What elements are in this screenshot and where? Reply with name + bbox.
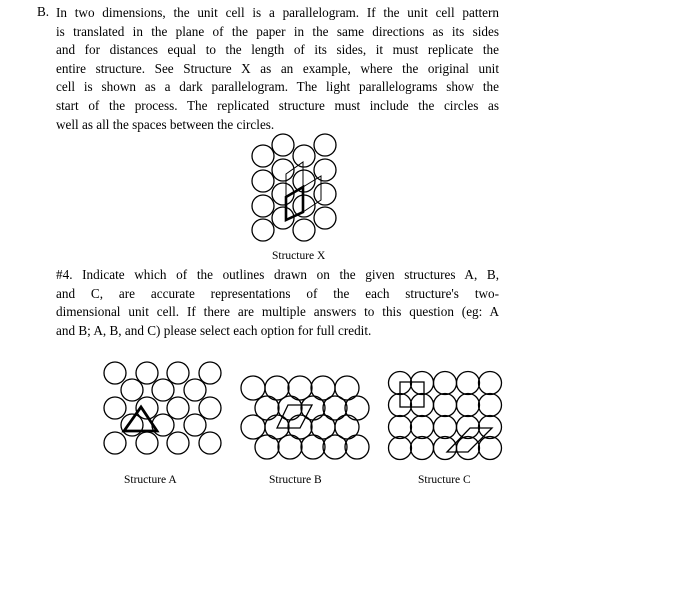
structure-b-diagram bbox=[241, 376, 369, 459]
text-line: and for distances equal to the length of its sides, it must replicate the bbox=[56, 42, 499, 58]
text-line: start of the process. The replicated structure must include the circles as bbox=[56, 97, 499, 113]
text-line: well as all the spaces between the circles. bbox=[56, 116, 275, 132]
structure-x-label: Structure X bbox=[272, 250, 326, 262]
structure-a-label: Structure A bbox=[124, 474, 177, 486]
text-line: #4. Indicate which of the outlines drawn on the given structures A, B, bbox=[56, 267, 499, 282]
text-line: is translated in the plane of the paper in the same directions as its sides bbox=[56, 23, 499, 39]
text-line: entire structure. See Structure X as an example, where the original unit bbox=[56, 60, 499, 76]
text-line: dimensional unit cell. If there are multiple answers to this question (eg: A bbox=[56, 304, 499, 320]
section-marker: B. bbox=[37, 4, 50, 19]
structure-x-diagram bbox=[252, 134, 336, 241]
text-line: In two dimensions, the unit cell is a parallelogram. If the unit cell pattern bbox=[56, 5, 499, 20]
structure-c-label: Structure C bbox=[418, 474, 471, 486]
text-line: and C, are accurate representations of the each structure's two- bbox=[56, 285, 499, 301]
structure-b-label: Structure B bbox=[269, 474, 322, 486]
question-paragraph bbox=[56, 266, 499, 340]
structure-a-diagram bbox=[104, 362, 221, 454]
text-line: and B; A, B, and C) please select each option for full credit. bbox=[56, 322, 372, 338]
text-line: cell is shown as a dark parallelogram. The light parallelograms show the bbox=[56, 79, 499, 95]
structure-c-diagram bbox=[389, 372, 502, 460]
